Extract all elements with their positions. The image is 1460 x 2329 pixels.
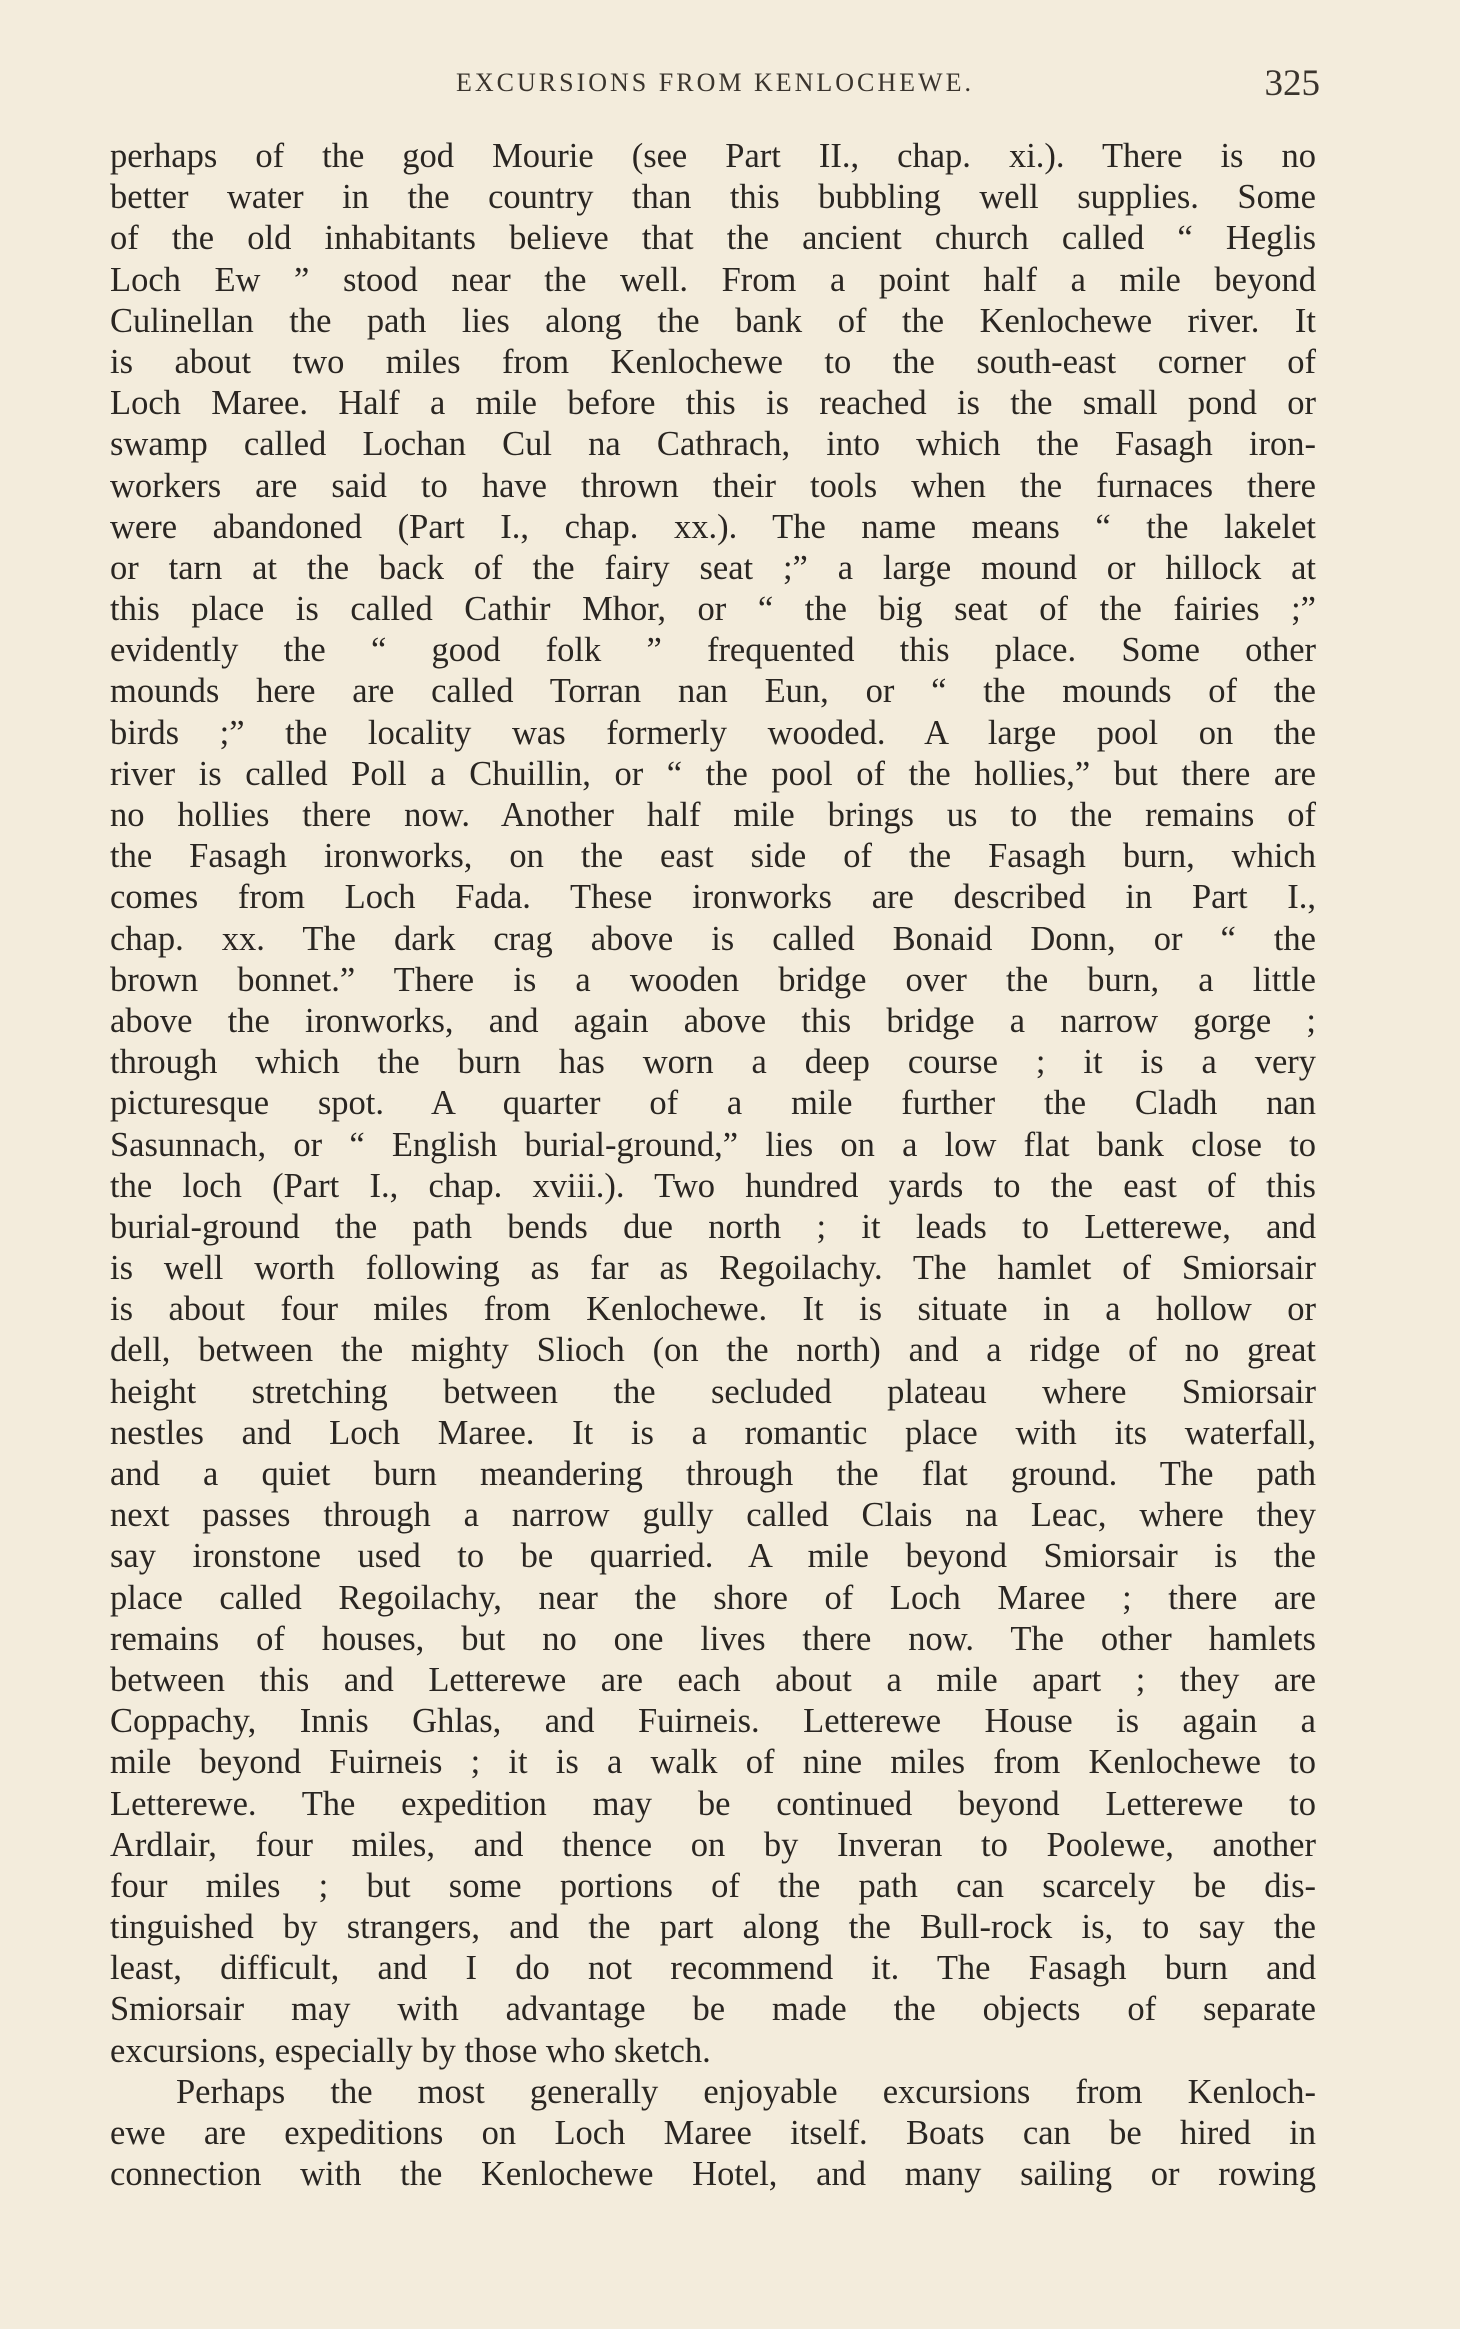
- text-line: burial-ground the path bends due north ; it leads to Letterewe, and: [110, 1207, 1316, 1246]
- text-line: nestles and Loch Maree. It is a romantic place with its waterfall,: [110, 1413, 1316, 1452]
- text-line: perhaps of the god Mourie (see Part II., chap. xi.). There is no: [110, 137, 1316, 175]
- text-line: is about four miles from Kenlochewe. It is situate in a hollow or: [110, 1290, 1316, 1329]
- running-title: EXCURSIONS FROM KENLOCHEWE.: [456, 68, 974, 97]
- page-number: 325: [1264, 63, 1320, 104]
- text-line: of the old inhabitants believe that the ancient church called “ Heglis: [110, 219, 1316, 258]
- text-line: and a quiet burn meandering through the flat ground. The path: [110, 1455, 1316, 1493]
- text-line: dell, between the mighty Slioch (on the north) and a ridge of no great: [110, 1331, 1316, 1370]
- text-line: better water in the country than this bubbling well supplies. Some: [110, 178, 1316, 217]
- text-line: Letterewe. The expedition may be continued beyond Letterewe to: [110, 1784, 1316, 1823]
- text-line: excursions, especially by those who sketch.: [110, 2031, 711, 2070]
- text-line: through which the burn has worn a deep course ; it is a very: [110, 1043, 1316, 1082]
- text-line: ewe are expeditions on Loch Maree itself. Boats can be hired in: [110, 2114, 1316, 2152]
- paragraph: [110, 136, 1316, 2072]
- text-line: swamp called Lochan Cul na Cathrach, into which the Fasagh iron-: [110, 425, 1316, 464]
- text-line: Perhaps the most generally enjoyable excursions from Kenloch-: [176, 2072, 1316, 2111]
- text-line: height stretching between the secluded plateau where Smiorsair: [110, 1372, 1316, 1411]
- text-line: brown bonnet.” There is a wooden bridge over the burn, a little: [110, 960, 1316, 999]
- text-line: say ironstone used to be quarried. A mile beyond Smiorsair is the: [110, 1537, 1316, 1576]
- text-line: remains of houses, but no one lives there now. The other hamlets: [110, 1619, 1316, 1658]
- text-line: the loch (Part I., chap. xviii.). Two hundred yards to the east of this: [110, 1166, 1316, 1205]
- text-line: chap. xx. The dark crag above is called Bonaid Donn, or “ the: [110, 919, 1316, 958]
- text-line: place called Regoilachy, near the shore of Loch Maree ; there are: [110, 1578, 1316, 1617]
- text-line: Ardlair, four miles, and thence on by Inveran to Poolewe, another: [110, 1825, 1316, 1864]
- text-line: Culinellan the path lies along the bank of the Kenlochewe river. It: [110, 301, 1316, 340]
- text-line: or tarn at the back of the fairy seat ;” a large mound or hillock at: [110, 548, 1316, 587]
- text-line: least, difficult, and I do not recommend it. The Fasagh burn and: [110, 1949, 1316, 1988]
- text-line: mounds here are called Torran nan Eun, or “ the mounds of the: [110, 672, 1316, 711]
- text-line: comes from Loch Fada. These ironworks are described in Part I.,: [110, 878, 1316, 917]
- text-line: evidently the “ good folk ” frequented this place. Some other: [110, 631, 1316, 670]
- text-line: birds ;” the locality was formerly wooded. A large pool on the: [110, 713, 1316, 752]
- text-line: between this and Letterewe are each about a mile apart ; they are: [110, 1660, 1316, 1699]
- text-line: Loch Ew ” stood near the well. From a point half a mile beyond: [110, 260, 1316, 299]
- text-line: above the ironworks, and again above this bridge a narrow gorge ;: [110, 1001, 1316, 1040]
- text-line: connection with the Kenlochewe Hotel, and many sailing or rowing: [110, 2155, 1316, 2194]
- text-line: this place is called Cathir Mhor, or “ the big seat of the fairies ;”: [110, 590, 1316, 629]
- paragraph: [110, 2072, 1316, 2196]
- text-line: workers are said to have thrown their tools when the furnaces there: [110, 466, 1316, 505]
- text-line: is about two miles from Kenlochewe to the south-east corner of: [110, 342, 1316, 381]
- text-line: next passes through a narrow gully called Clais na Leac, where they: [110, 1496, 1316, 1535]
- text-line: Sasunnach, or “ English burial-ground,” lies on a low flat bank close to: [110, 1125, 1316, 1164]
- text-line: river is called Poll a Chuillin, or “ the pool of the hollies,” but there are: [110, 754, 1316, 793]
- running-head: [110, 62, 1320, 112]
- text-line: is well worth following as far as Regoilachy. The hamlet of Smiorsair: [110, 1249, 1316, 1288]
- text-line: four miles ; but some portions of the path can scarcely be dis-: [110, 1866, 1316, 1905]
- text-line: were abandoned (Part I., chap. xx.). The name means “ the lakelet: [110, 507, 1316, 546]
- text-line: Smiorsair may with advantage be made the objects of separate: [110, 1990, 1316, 2029]
- body-text: [110, 136, 1316, 2195]
- text-line: the Fasagh ironworks, on the east side of the Fasagh burn, which: [110, 837, 1316, 876]
- text-line: Loch Maree. Half a mile before this is reached is the small pond or: [110, 384, 1316, 423]
- text-line: picturesque spot. A quarter of a mile further the Cladh nan: [110, 1084, 1316, 1123]
- text-line: Coppachy, Innis Ghlas, and Fuirneis. Letterewe House is again a: [110, 1702, 1316, 1741]
- text-line: no hollies there now. Another half mile brings us to the remains of: [110, 796, 1316, 834]
- text-line: mile beyond Fuirneis ; it is a walk of nine miles from Kenlochewe to: [110, 1743, 1316, 1782]
- text-line: tinguished by strangers, and the part along the Bull-rock is, to say the: [110, 1908, 1316, 1947]
